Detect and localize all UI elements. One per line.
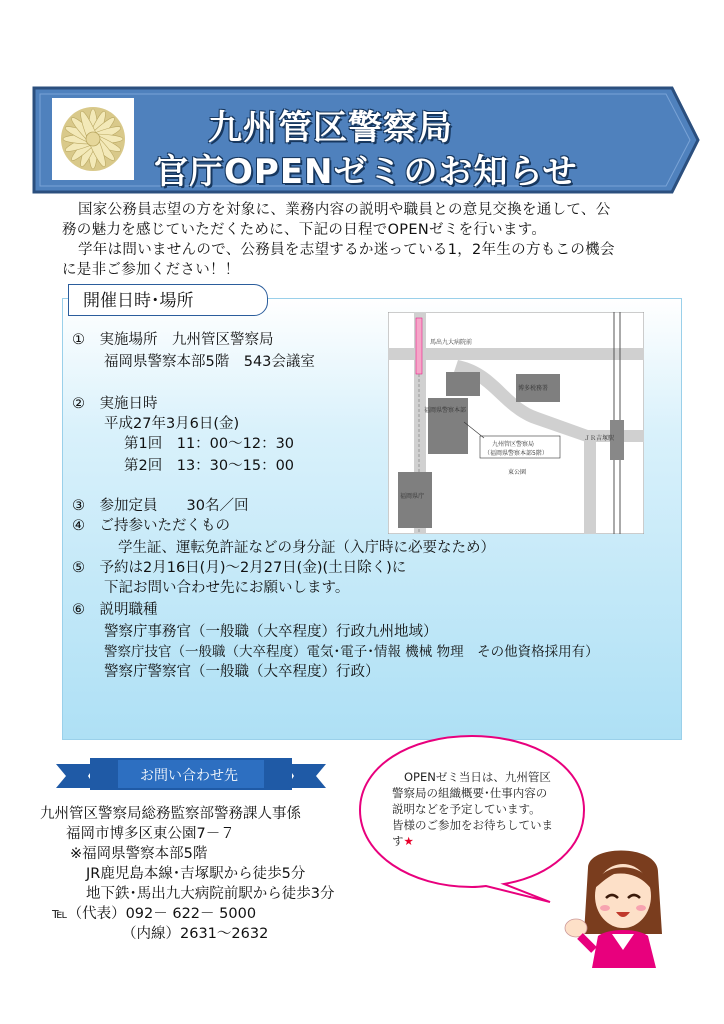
detail-reservation-note: 下記お問い合わせ先にお願いします。 bbox=[104, 580, 350, 596]
girl-illustration-icon bbox=[558, 838, 688, 968]
contact-floor: ※福岡県警察本部5階 bbox=[70, 846, 208, 862]
access-map bbox=[388, 312, 644, 534]
contact-access-subway: 地下鉄･馬出九大病院前駅から徒歩3分 bbox=[86, 886, 335, 902]
map-label-bureau-floor: （福岡県警察本部5階） bbox=[484, 450, 548, 457]
bubble-line2: 警察局の組織概要･仕事内容の bbox=[392, 786, 548, 800]
intro-line2: 務の魅力を感じていただくために、下記の日程でOPENゼミを行います。 bbox=[62, 222, 547, 238]
page-title-line1: 九州管区警察局 bbox=[208, 108, 453, 148]
map-label-tax-office: 博多税務署 bbox=[518, 385, 549, 392]
map-label-park: 東公園 bbox=[508, 469, 527, 476]
bubble-line5: す★ bbox=[392, 834, 414, 848]
page-title-line2: 官庁OPENゼミのお知らせ bbox=[154, 152, 578, 192]
contact-address: 福岡市博多区東公園7－７ bbox=[66, 826, 235, 842]
chrysanthemum-emblem-icon bbox=[52, 98, 134, 180]
detail-reservation-title: ⑤ 予約は2月16日(月)～2月27日(金)(土日除く)に bbox=[72, 560, 407, 576]
detail-bring-items: 学生証、運転免許証などの身分証（入庁時に必要なため） bbox=[118, 540, 495, 556]
contact-department: 九州管区警察局総務監察部警務課人事係 bbox=[40, 806, 301, 822]
detail-session1: 第1回 11：00～12：30 bbox=[124, 436, 295, 452]
section-title: 開催日時･場所 bbox=[68, 284, 268, 316]
detail-venue-title: ① 実施場所 九州管区警察局 bbox=[72, 332, 274, 348]
intro-line3: 学年は問いませんので、公務員を志望するか迷っている1，2年生の方もこの機会 bbox=[78, 242, 615, 258]
contact-extension: （内線）2631～2632 bbox=[122, 926, 269, 942]
map-label-jr-station: ＪＲ吉塚駅 bbox=[584, 435, 615, 442]
bubble-line4: 皆様のご参加をお待ちしていま bbox=[392, 818, 553, 832]
intro-line1: 国家公務員志望の方を対象に、業務内容の説明や職員との意見交換を通して、公 bbox=[78, 202, 611, 218]
contact-phone: ℡（代表）092－ 622－ 5000 bbox=[52, 906, 257, 922]
map-label-station: 馬出九大病院前 bbox=[430, 339, 473, 346]
detail-date: 平成27年3月6日(金) bbox=[104, 416, 240, 432]
detail-capacity: ③ 参加定員 30名／回 bbox=[72, 498, 249, 514]
detail-session2: 第2回 13：30～15：00 bbox=[124, 458, 295, 474]
detail-jobs-title: ⑥ 説明職種 bbox=[72, 602, 158, 618]
contact-label: お問い合わせ先 bbox=[140, 768, 238, 784]
detail-datetime-title: ② 実施日時 bbox=[72, 396, 158, 412]
bubble-line1: OPENゼミ当日は、九州管区 bbox=[404, 770, 551, 784]
map-label-police-hq: 福岡県警察本部 bbox=[424, 407, 467, 414]
detail-job-3: 警察庁警察官（一般職（大卒程度）行政） bbox=[104, 664, 380, 680]
map-label-prefecture: 福岡県庁 bbox=[400, 493, 425, 500]
detail-job-2: 警察庁技官（一般職（大卒程度）電気･電子･情報 機械 物理 その他資格採用有） bbox=[104, 644, 599, 660]
bubble-line3: 説明などを予定しています。 bbox=[392, 802, 541, 816]
detail-venue-room: 福岡県警察本部5階 543会議室 bbox=[104, 354, 315, 370]
detail-job-1: 警察庁事務官（一般職（大卒程度）行政九州地域） bbox=[104, 624, 438, 640]
star-icon: ★ bbox=[403, 834, 414, 848]
map-label-bureau: 九州管区警察局 bbox=[492, 441, 535, 448]
intro-line4: に是非ご参加ください！！ bbox=[62, 262, 240, 278]
detail-bring-title: ④ ご持参いただくもの bbox=[72, 518, 230, 534]
contact-access-jr: JR鹿児島本線･吉塚駅から徒歩5分 bbox=[86, 866, 306, 882]
